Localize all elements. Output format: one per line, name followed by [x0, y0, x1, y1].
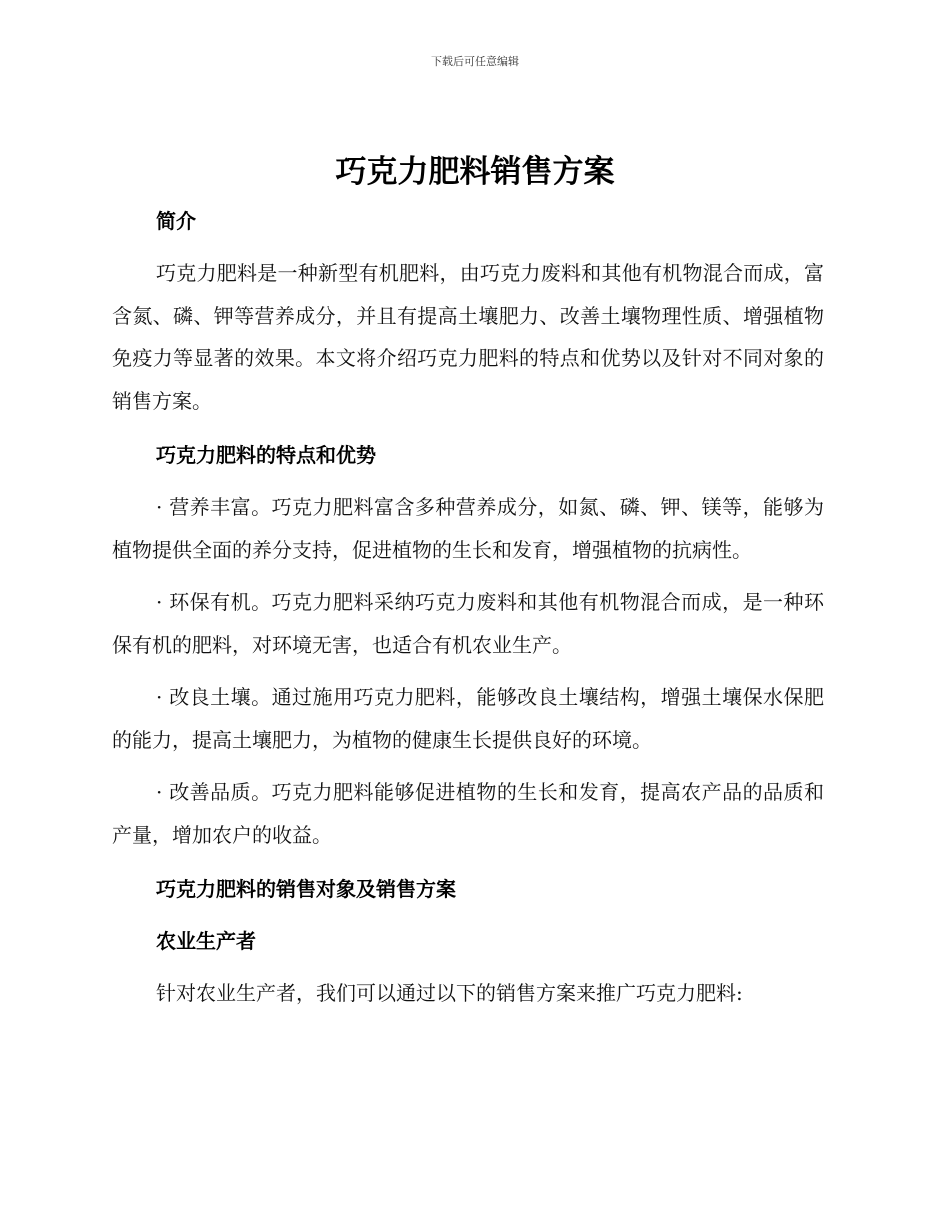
feature-item-nutrition: · 营养丰富。巧克力肥料富含多种营养成分，如氮、磷、钾、镁等，能够为植物提供全面的养分支持，促进植物的生长和发育，增强植物的抗病性。	[112, 495, 824, 562]
section-heading-farmers: 农业生产者	[156, 929, 256, 953]
intro-paragraph: 巧克力肥料是一种新型有机肥料，由巧克力废料和其他有机物混合而成，富含氮、磷、钾等营养成分，并且有提高土壤肥力、改善土壤物理性质、增强植物免疫力等显著的效果。本文将介绍巧克力肥料的特点和优势以及针对不同对象的销售方案。	[112, 261, 824, 413]
feature-item-soil: · 改良土壤。通过施用巧克力肥料，能够改良土壤结构，增强土壤保水保肥的能力，提高土壤肥力，为植物的健康生长提供良好的环境。	[112, 685, 824, 752]
document-title: 巧克力肥料销售方案	[335, 154, 615, 190]
section-heading-sales: 巧克力肥料的销售对象及销售方案	[156, 877, 456, 901]
section-heading-features: 巧克力肥料的特点和优势	[156, 443, 376, 467]
page-header-note: 下载后可任意编辑	[431, 55, 519, 68]
section-heading-intro: 简介	[156, 209, 196, 233]
feature-item-eco: · 环保有机。巧克力肥料采纳巧克力废料和其他有机物混合而成，是一种环保有机的肥料，对环境无害，也适合有机农业生产。	[112, 590, 824, 657]
document-body	[112, 200, 824, 1015]
feature-item-quality: · 改善品质。巧克力肥料能够促进植物的生长和发育，提高农产品的品质和产量，增加农户的收益。	[112, 780, 824, 847]
farmers-paragraph: 针对农业生产者，我们可以通过以下的销售方案来推广巧克力肥料:	[156, 981, 743, 1005]
